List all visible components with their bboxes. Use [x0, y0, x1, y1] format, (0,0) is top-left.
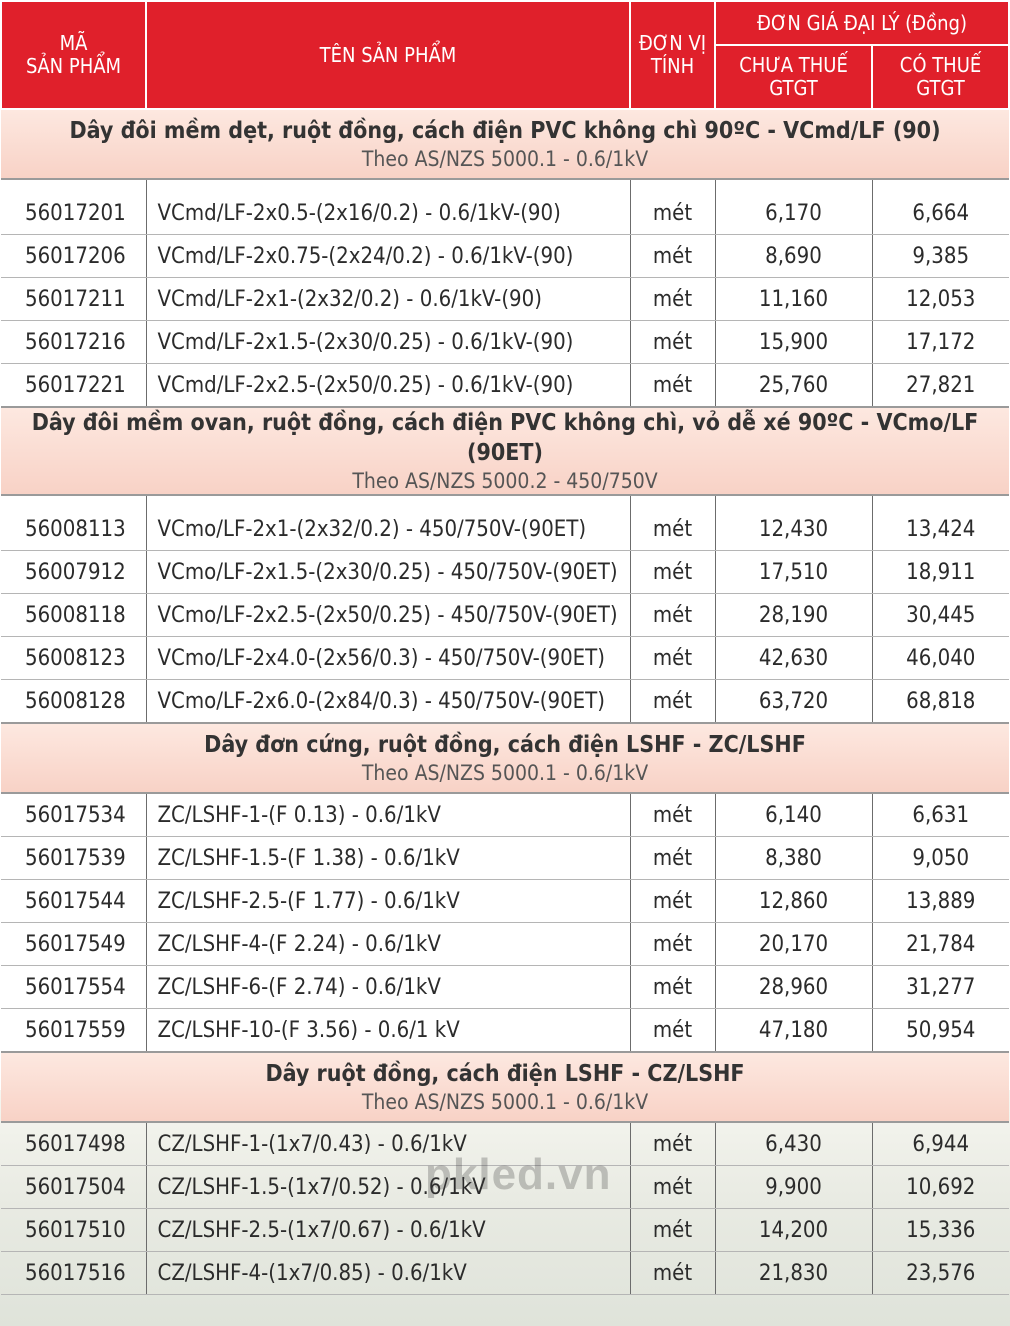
price-vat: 68,818: [872, 680, 1009, 724]
price-no-vat: 25,760: [715, 364, 872, 408]
product-code: 56017221: [1, 364, 146, 408]
price-no-vat: 6,170: [715, 192, 872, 235]
product-name: VCmd/LF-2x1.5-(2x30/0.25) - 0.6/1kV-(90): [146, 321, 630, 364]
price-vat: 6,664: [872, 192, 1009, 235]
table-row: [1, 508, 1009, 551]
price-no-vat: 9,900: [715, 1166, 872, 1209]
price-vat: 6,944: [872, 1122, 1009, 1166]
price-vat: 15,336: [872, 1209, 1009, 1252]
price-no-vat: 6,430: [715, 1122, 872, 1166]
price-no-vat: 28,190: [715, 594, 872, 637]
product-name: VCmo/LF-2x1-(2x32/0.2) - 450/750V-(90ET): [146, 508, 630, 551]
product-code: 56008118: [1, 594, 146, 637]
unit-cell: mét: [630, 1209, 715, 1252]
spacer-cell: [146, 495, 630, 508]
price-no-vat: 14,200: [715, 1209, 872, 1252]
spacer-cell: [146, 179, 630, 192]
product-code: 56008123: [1, 637, 146, 680]
section-header-cell: [1, 109, 1009, 179]
watermark: pkled.vn: [425, 1150, 612, 1199]
product-code: 56007912: [1, 551, 146, 594]
price-vat: 9,050: [872, 837, 1009, 880]
product-name: CZ/LSHF-4-(1x7/0.85) - 0.6/1kV: [146, 1252, 630, 1295]
table-row: [1, 1252, 1009, 1295]
product-name: ZC/LSHF-2.5-(F 1.77) - 0.6/1kV: [146, 880, 630, 923]
product-code: 56017211: [1, 278, 146, 321]
section-spacer: [1, 179, 1009, 192]
product-code: 56017544: [1, 880, 146, 923]
section-header: [1, 1052, 1009, 1122]
unit-cell: mét: [630, 680, 715, 724]
unit-cell: mét: [630, 793, 715, 837]
product-name: VCmd/LF-2x1-(2x32/0.2) - 0.6/1kV-(90): [146, 278, 630, 321]
product-name: VCmd/LF-2x2.5-(2x50/0.25) - 0.6/1kV-(90): [146, 364, 630, 408]
table-row: [1, 1209, 1009, 1252]
price-vat: 21,784: [872, 923, 1009, 966]
section-standard: Theo AS/NZS 5000.1 - 0.6/1kV: [361, 1090, 649, 1114]
product-name: ZC/LSHF-10-(F 3.56) - 0.6/1 kV: [146, 1009, 630, 1053]
unit-cell: mét: [630, 1252, 715, 1295]
product-code: 56017216: [1, 321, 146, 364]
section-header: [1, 407, 1009, 495]
unit-cell: mét: [630, 364, 715, 408]
product-code: 56008128: [1, 680, 146, 724]
section-standard: Theo AS/NZS 5000.1 - 0.6/1kV: [361, 761, 649, 785]
product-code: 56017554: [1, 966, 146, 1009]
spacer-cell: [630, 495, 715, 508]
table-row: [1, 637, 1009, 680]
section-title: Dây đôi mềm ovan, ruột đồng, cách điện PVC không chì, vỏ dễ xé 90ºC - VCmo/LF (90ET): [31, 410, 979, 466]
section-spacer: [1, 495, 1009, 508]
spacer-cell: [715, 179, 872, 192]
section-header: [1, 723, 1009, 793]
price-vat: 9,385: [872, 235, 1009, 278]
table-row: [1, 278, 1009, 321]
unit-cell: mét: [630, 235, 715, 278]
price-vat: 12,053: [872, 278, 1009, 321]
price-vat: 46,040: [872, 637, 1009, 680]
unit-cell: mét: [630, 1166, 715, 1209]
table-row: [1, 192, 1009, 235]
product-name: ZC/LSHF-4-(F 2.24) - 0.6/1kV: [146, 923, 630, 966]
product-name: VCmo/LF-2x6.0-(2x84/0.3) - 450/750V-(90ET): [146, 680, 630, 724]
price-no-vat: 42,630: [715, 637, 872, 680]
table-row: [1, 235, 1009, 278]
price-vat: 30,445: [872, 594, 1009, 637]
section-header: [1, 109, 1009, 179]
header-price-no-vat: CHƯA THUẾ GTGT: [715, 45, 872, 109]
table-header: [1, 1, 1009, 109]
price-no-vat: 47,180: [715, 1009, 872, 1053]
header-price-group: ĐƠN GIÁ ĐẠI LÝ (Đồng): [715, 1, 1009, 45]
header-price-vat: CÓ THUẾ GTGT: [872, 45, 1009, 109]
spacer-cell: [1, 179, 146, 192]
section-standard: Theo AS/NZS 5000.1 - 0.6/1kV: [361, 147, 649, 171]
price-vat: 10,692: [872, 1166, 1009, 1209]
unit-cell: mét: [630, 278, 715, 321]
product-name: VCmd/LF-2x0.75-(2x24/0.2) - 0.6/1kV-(90): [146, 235, 630, 278]
spacer-cell: [1, 495, 146, 508]
table-row: [1, 880, 1009, 923]
table-row: [1, 680, 1009, 724]
price-no-vat: 15,900: [715, 321, 872, 364]
price-vat: 31,277: [872, 966, 1009, 1009]
price-no-vat: 6,140: [715, 793, 872, 837]
price-vat: 23,576: [872, 1252, 1009, 1295]
spacer-cell: [715, 495, 872, 508]
product-code: 56017534: [1, 793, 146, 837]
table-row: [1, 1009, 1009, 1053]
section-title: Dây đôi mềm dẹt, ruột đồng, cách điện PVC không chì 90ºC - VCmd/LF (90): [69, 118, 941, 144]
unit-cell: mét: [630, 966, 715, 1009]
table-row: [1, 837, 1009, 880]
section-header-cell: [1, 407, 1009, 495]
price-vat: 17,172: [872, 321, 1009, 364]
header-unit: ĐƠN VỊ TÍNH: [630, 1, 715, 109]
unit-cell: mét: [630, 321, 715, 364]
section-standard: Theo AS/NZS 5000.2 - 450/750V: [352, 469, 658, 493]
product-name: VCmo/LF-2x2.5-(2x50/0.25) - 450/750V-(90ET): [146, 594, 630, 637]
product-name: CZ/LSHF-2.5-(1x7/0.67) - 0.6/1kV: [146, 1209, 630, 1252]
product-name: ZC/LSHF-6-(F 2.74) - 0.6/1kV: [146, 966, 630, 1009]
table-row: [1, 594, 1009, 637]
unit-cell: mét: [630, 637, 715, 680]
section-header-cell: [1, 1052, 1009, 1122]
product-name: CZ/LSHF-1.5-(1x7/0.52) - 0.6/1kV: [146, 1166, 630, 1209]
product-code: 56017206: [1, 235, 146, 278]
unit-cell: mét: [630, 1122, 715, 1166]
product-name: VCmd/LF-2x0.5-(2x16/0.2) - 0.6/1kV-(90): [146, 192, 630, 235]
price-no-vat: 17,510: [715, 551, 872, 594]
price-vat: 6,631: [872, 793, 1009, 837]
product-code: 56008113: [1, 508, 146, 551]
price-vat: 18,911: [872, 551, 1009, 594]
product-code: 56017201: [1, 192, 146, 235]
table-row: [1, 321, 1009, 364]
product-code: 56017504: [1, 1166, 146, 1209]
product-code: 56017498: [1, 1122, 146, 1166]
product-name: VCmo/LF-2x4.0-(2x56/0.3) - 450/750V-(90ET): [146, 637, 630, 680]
unit-cell: mét: [630, 508, 715, 551]
unit-cell: mét: [630, 923, 715, 966]
spacer-cell: [872, 495, 1009, 508]
product-name: ZC/LSHF-1-(F 0.13) - 0.6/1kV: [146, 793, 630, 837]
unit-cell: mét: [630, 880, 715, 923]
unit-cell: mét: [630, 1009, 715, 1053]
product-name: CZ/LSHF-1-(1x7/0.43) - 0.6/1kV: [146, 1122, 630, 1166]
spacer-cell: [630, 179, 715, 192]
price-no-vat: 28,960: [715, 966, 872, 1009]
price-vat: 13,889: [872, 880, 1009, 923]
price-no-vat: 12,430: [715, 508, 872, 551]
section-header-cell: [1, 723, 1009, 793]
product-name: VCmo/LF-2x1.5-(2x30/0.25) - 450/750V-(90ET): [146, 551, 630, 594]
price-no-vat: 12,860: [715, 880, 872, 923]
price-no-vat: 21,830: [715, 1252, 872, 1295]
product-code: 56017516: [1, 1252, 146, 1295]
section-title: Dây ruột đồng, cách điện LSHF - CZ/LSHF: [265, 1061, 745, 1087]
price-vat: 27,821: [872, 364, 1009, 408]
table-body: [1, 109, 1009, 1295]
product-code: 56017510: [1, 1209, 146, 1252]
price-no-vat: 20,170: [715, 923, 872, 966]
unit-cell: mét: [630, 192, 715, 235]
table-row: [1, 551, 1009, 594]
unit-cell: mét: [630, 594, 715, 637]
table-row: [1, 966, 1009, 1009]
price-no-vat: 8,690: [715, 235, 872, 278]
product-code: 56017559: [1, 1009, 146, 1053]
product-code: 56017539: [1, 837, 146, 880]
section-title: Dây đơn cứng, ruột đồng, cách điện LSHF - ZC/LSHF: [204, 732, 806, 758]
unit-cell: mét: [630, 551, 715, 594]
price-no-vat: 11,160: [715, 278, 872, 321]
price-no-vat: 63,720: [715, 680, 872, 724]
price-vat: 50,954: [872, 1009, 1009, 1053]
unit-cell: mét: [630, 837, 715, 880]
header-name: TÊN SẢN PHẨM: [146, 1, 630, 109]
spacer-cell: [872, 179, 1009, 192]
price-vat: 13,424: [872, 508, 1009, 551]
table-row: [1, 364, 1009, 408]
header-code: MÃ SẢN PHẨM: [1, 1, 146, 109]
table-row: [1, 793, 1009, 837]
product-name: ZC/LSHF-1.5-(F 1.38) - 0.6/1kV: [146, 837, 630, 880]
product-code: 56017549: [1, 923, 146, 966]
price-no-vat: 8,380: [715, 837, 872, 880]
table-row: [1, 923, 1009, 966]
